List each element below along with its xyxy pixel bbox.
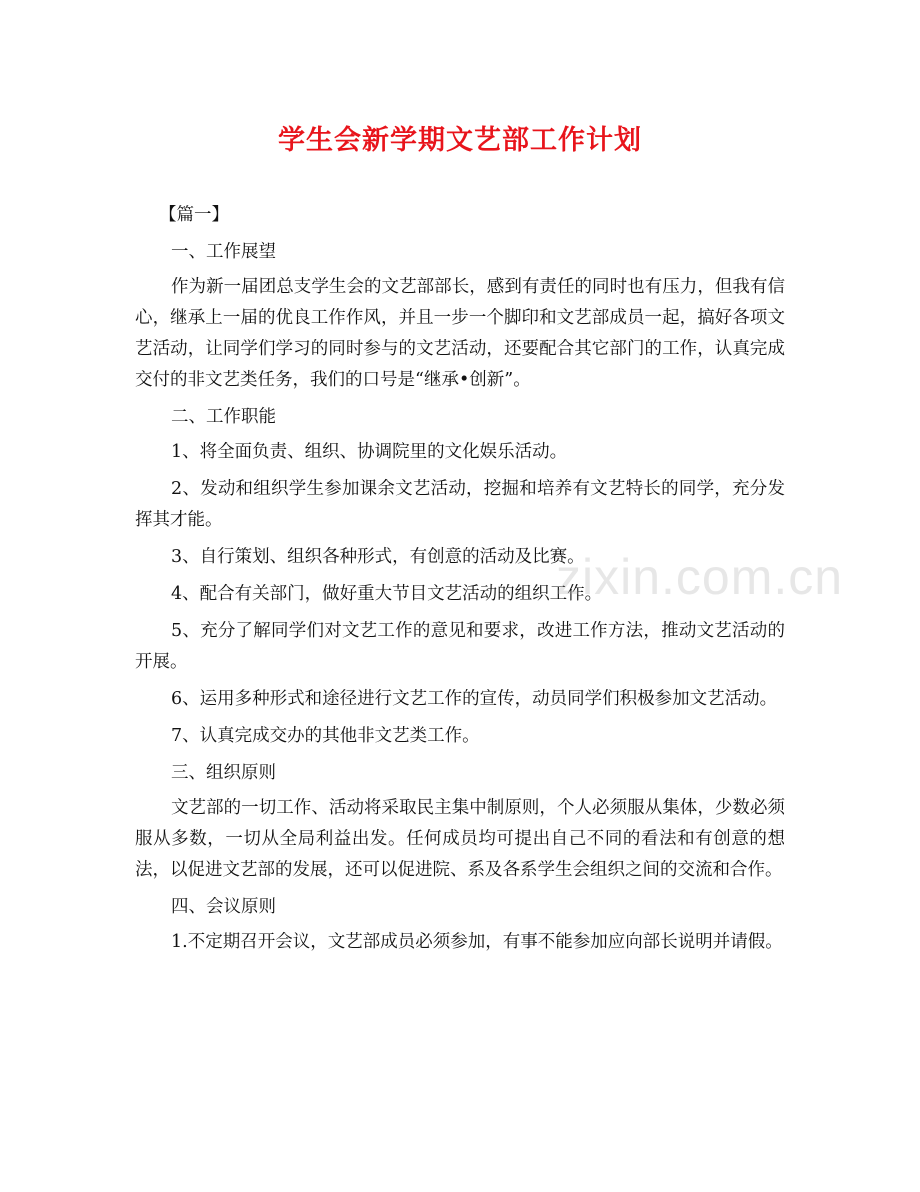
heading-meeting-principles: 四、会议原则 — [171, 897, 276, 917]
list-item: 4、配合有关部门，做好重大节目文艺活动的组织工作。 — [171, 584, 603, 604]
list-item: 2、发动和组织学生参加课余文艺活动，挖掘和培养有文艺特长的同学，充分发挥其才能。 — [135, 479, 785, 530]
heading-organization-principles: 三、组织原则 — [171, 763, 276, 783]
document-title: 学生会新学期文艺部工作计划 — [278, 125, 642, 156]
watermark: zixin.com.cn — [556, 549, 844, 605]
list-item: 5、充分了解同学们对文艺工作的意见和要求，改进工作方法，推动文艺活动的开展。 — [135, 621, 785, 672]
list-item: 6、运用多种形式和途径进行文艺工作的宣传，动员同学们积极参加文艺活动。 — [171, 689, 778, 709]
paragraph-outlook: 作为新一届团总支学生会的文艺部部长，感到有责任的同时也有压力，但我有信心，继承上一届的优良工作作风，并且一步一个脚印和文艺部成员一起，搞好各项文艺活动，让同学们学习的同时参与的文艺活动，还要配合其它部门的工作，认真完成交付的非文艺类任务，我们的口号是“继承•创新”。 — [135, 277, 785, 390]
list-item: 1、将全面负责、组织、协调院里的文化娱乐活动。 — [171, 442, 568, 462]
list-item: 3、自行策划、组织各种形式，有创意的活动及比赛。 — [171, 547, 585, 567]
section-label: 【篇一】 — [159, 205, 229, 225]
paragraph-organization: 文艺部的一切工作、活动将采取民主集中制原则，个人必须服从集体，少数必须服从多数，一切从全局利益出发。任何成员均可提出自己不同的看法和有创意的想法，以促进文艺部的发展，还可以促进院、系及各系学生会组织之间的交流和合作。 — [135, 798, 785, 880]
heading-work-outlook: 一、工作展望 — [171, 242, 276, 262]
list-item: 7、认真完成交办的其他非文艺类工作。 — [171, 726, 480, 746]
heading-work-functions: 二、工作职能 — [171, 407, 276, 427]
list-item: 1.不定期召开会议，文艺部成员必须参加，有事不能参加应向部长说明并请假。 — [171, 932, 783, 952]
